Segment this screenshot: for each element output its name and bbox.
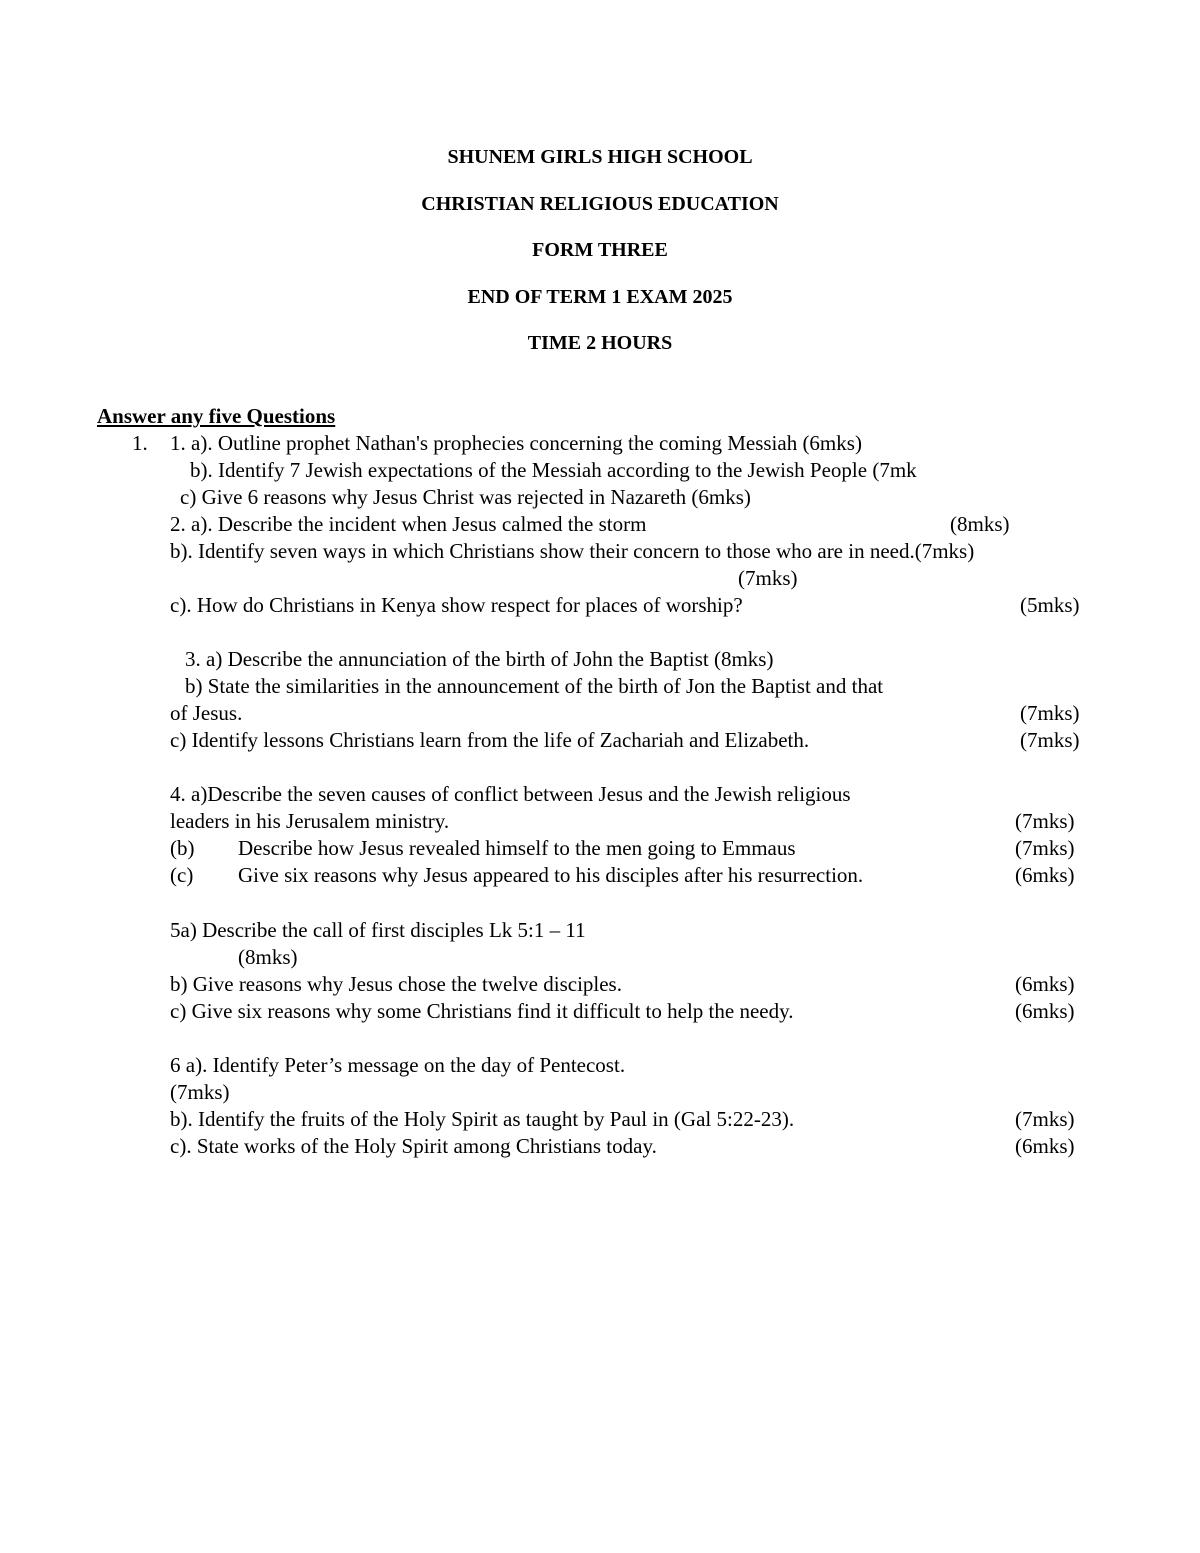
q4-part-b-marks: (7mks) (1015, 836, 1075, 860)
q4-part-b: Describe how Jesus revealed himself to the men going to Emmaus (238, 836, 796, 860)
q4-part-c-marks: (6mks) (1015, 863, 1075, 887)
q6-part-b-marks: (7mks) (1015, 1107, 1075, 1131)
q6-part-c-marks: (6mks) (1015, 1134, 1075, 1158)
q4-part-c: Give six reasons why Jesus appeared to his disciples after his resurrection. (238, 863, 864, 887)
q5-part-a-marks: (8mks) (238, 945, 298, 969)
q1-part-b: b). Identify 7 Jewish expectations of the Messiah according to the Jewish People (7mk (190, 458, 917, 482)
q2-part-b: b). Identify seven ways in which Christians show their concern to those who are in need.(7mks) (170, 539, 975, 563)
form-title: FORM THREE (532, 239, 668, 261)
q6-part-a: 6 a). Identify Peter’s message on the day of Pentecost. (170, 1053, 626, 1077)
q3-part-b-line1: b) State the similarities in the announcement of the birth of Jon the Baptist and that (185, 674, 884, 698)
q6-part-b: b). Identify the fruits of the Holy Spirit as taught by Paul in (Gal 5:22-23). (170, 1107, 795, 1131)
q6-part-c: c). State works of the Holy Spirit among Christians today. (170, 1134, 657, 1158)
school-name: SHUNEM GIRLS HIGH SCHOOL (447, 146, 753, 168)
q2-part-c: c). How do Christians in Kenya show respect for places of worship? (170, 593, 743, 617)
subject-title: CHRISTIAN RELIGIOUS EDUCATION (421, 193, 779, 215)
q4-part-a-line2: leaders in his Jerusalem ministry. (170, 809, 450, 833)
q3-part-b-line2: of Jesus. (170, 701, 243, 725)
q1-part-c: c) Give 6 reasons why Jesus Christ was rejected in Nazareth (6mks) (180, 485, 751, 509)
q5-part-a: 5a) Describe the call of first disciples Lk 5:1 – 11 (170, 918, 586, 942)
q2-part-b-marks: (7mks) (738, 566, 798, 590)
time-allowed: TIME 2 HOURS (527, 332, 673, 354)
q1-part-a: 1. a). Outline prophet Nathan's prophecies concerning the coming Messiah (6mks) (170, 431, 862, 455)
q5-part-b: b) Give reasons why Jesus chose the twelve disciples. (170, 972, 622, 996)
q5-part-c: c) Give six reasons why some Christians find it difficult to help the needy. (170, 999, 794, 1023)
q4-part-b-label: (b) (170, 836, 195, 860)
q2-part-c-marks: (5mks) (1020, 593, 1080, 617)
q3-part-b-marks: (7mks) (1020, 701, 1080, 725)
q4-part-a-line1: 4. a)Describe the seven causes of conflict between Jesus and the Jewish religious (170, 782, 851, 806)
q5-part-b-marks: (6mks) (1015, 972, 1075, 996)
q3-part-a: 3. a) Describe the annunciation of the birth of John the Baptist (8mks) (185, 647, 774, 671)
exam-title: END OF TERM 1 EXAM 2025 (467, 286, 733, 308)
q3-part-c-marks: (7mks) (1020, 728, 1080, 752)
q4-part-c-label: (c) (170, 863, 194, 887)
q4-part-a-marks: (7mks) (1015, 809, 1075, 833)
q2-part-a: 2. a). Describe the incident when Jesus calmed the storm (170, 512, 647, 536)
instruction: Answer any five Questions (97, 404, 336, 428)
q1-number: 1. (132, 431, 148, 455)
q3-part-c: c) Identify lessons Christians learn from the life of Zachariah and Elizabeth. (170, 728, 810, 752)
q2-part-a-marks: (8mks) (950, 512, 1010, 536)
q5-part-c-marks: (6mks) (1015, 999, 1075, 1023)
q6-part-a-marks: (7mks) (170, 1080, 230, 1104)
